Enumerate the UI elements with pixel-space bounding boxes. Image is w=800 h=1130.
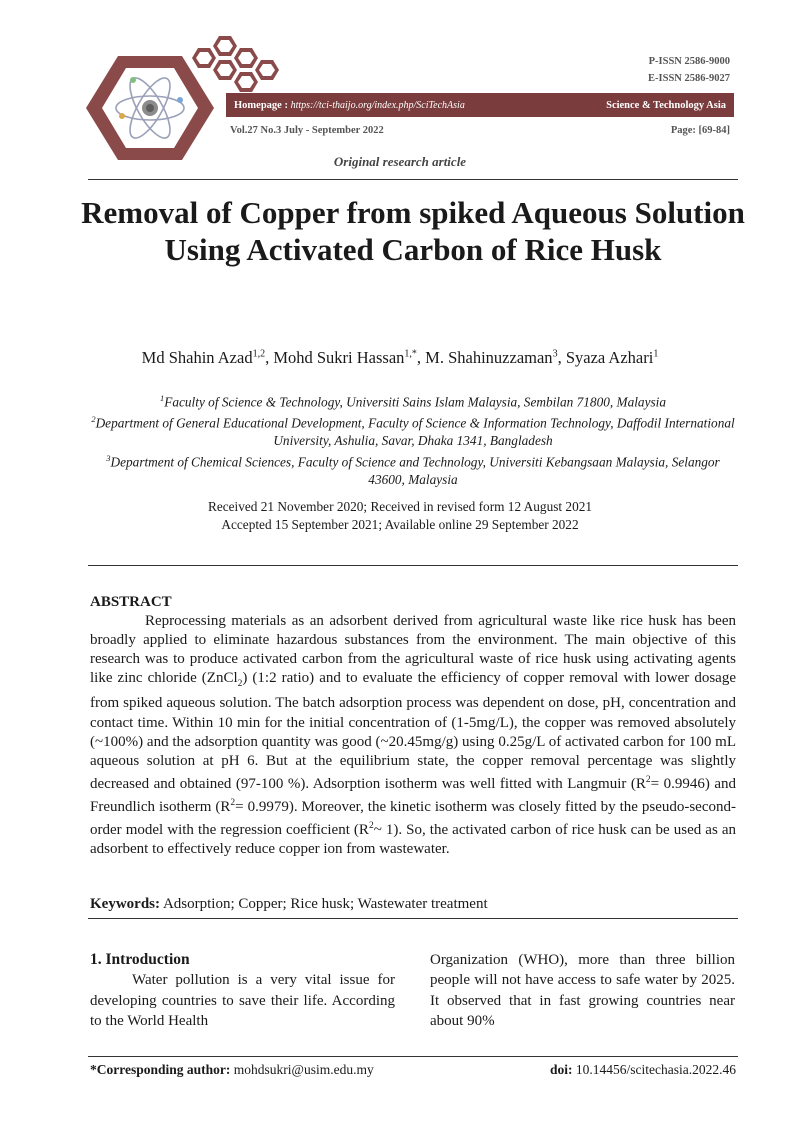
volume-line — [226, 125, 734, 136]
affiliation-text: Department of Chemical Sciences, Faculty of Science and Technology, Universiti Kebangsaan Malaysia, Selangor 43600, Malaysia — [110, 454, 720, 488]
intro-text-right: Organization (WHO), more than three billion people will not have access to safe water by 2025. It observed that in fast growing countries near about 90% — [430, 952, 735, 1029]
doi-value[interactable]: 10.14456/scitechasia.2022.46 — [575, 1062, 736, 1077]
homepage-bar — [226, 93, 734, 117]
abstract — [90, 593, 736, 859]
affiliation — [90, 411, 736, 450]
received-dates: Received 21 November 2020; Received in revised form 12 August 2021 — [207, 499, 593, 514]
paper-title: Removal of Copper from spiked Aqueous Solution Using Activated Carbon of Rice Husk — [81, 195, 745, 267]
corr-email[interactable]: mohdsukri@usim.edu.my — [233, 1062, 374, 1077]
abstract-body: Reprocessing materials as an adsorbent derived from agricultural waste like rice husk has been broadly applied to eliminate hazardous substances from the environment. The main objective of this research was to produce activated carbon from the agricultural waste of rice husk using activating agents like zinc chloride (ZnCl$_2$) (1:2 ratio) and to evaluate the efficiency of copper removal with lower dosage from spiked aqueous solution. The batch adsorption process was dependent on dose, pH, concentration and contact time. Within 10 min for the initial concentration of (1-5mg/L), the copper was removed absolutely (~100%) and the adsorption quantity was good (~20.45mg/g) using 0.25g/L of activated carbon for 100 mL aqueous solution at pH 6. But at the equilibrium state, the copper removal percentage was slightly decreased and obtained (97-100 %). Adsorption isotherm was well fitted with Langmuir $(R^2= 0.9946)$ and Freundlich isotherm $(R^2= 0.9979)$. Moreover, the kinetic isotherm was closely fitted by the pseudo-second-order model with the regression coefficient ($R^2\sim$ 1). So, the activated carbon of rice husk can be used as an adsorbent to effectively reduce copper ion from wastewater. — [90, 613, 736, 858]
affiliation — [90, 450, 736, 489]
doi-label: doi: — [550, 1062, 573, 1077]
intro-column-left — [90, 950, 395, 1031]
author: Mohd Sukri Hassan — [273, 348, 405, 367]
intro-text-left: Water pollution is a very vital issue for developing countries to save their life. According to the World Health — [90, 972, 395, 1029]
keywords-divider — [88, 918, 738, 919]
author: Syaza Azhari — [565, 348, 654, 367]
abstract-top-divider — [88, 565, 738, 566]
keywords-label: Keywords: — [90, 896, 160, 912]
section-heading: 1. Introduction — [90, 951, 190, 968]
author-sep: , — [416, 348, 426, 367]
author: M. Shahinuzzaman — [425, 348, 553, 367]
author: Md Shahin Azad — [141, 348, 253, 367]
author-sup: 1,2 — [252, 348, 266, 360]
article-type: Original research article — [333, 154, 467, 169]
p-issn: P-ISSN 2586-9000 — [648, 56, 730, 67]
dates — [0, 498, 800, 534]
e-issn: E-ISSN 2586-9027 — [648, 73, 730, 84]
intro-column-right — [430, 950, 735, 1031]
author-sup: 1 — [653, 348, 659, 360]
keywords — [90, 896, 736, 913]
author-sup: 1,* — [404, 348, 417, 360]
corr-label: *Corresponding author: — [90, 1062, 231, 1077]
affiliation-text: Department of General Educational Development, Faculty of Science & Information Technology, Daffodil International University, Ashulia, Savar, Dhaka 1341, Bangladesh — [95, 415, 735, 449]
footer-divider — [88, 1056, 738, 1057]
affiliations — [90, 390, 736, 489]
corresponding-author — [90, 1062, 374, 1078]
affiliation-sup: 1 — [159, 393, 165, 403]
homepage-link[interactable]: https://tci-thaijo.org/index.php/SciTechAsia — [290, 99, 465, 111]
author-sep: , — [557, 348, 566, 367]
accepted-dates: Accepted 15 September 2021; Available online 29 September 2022 — [221, 517, 579, 532]
abstract-heading: ABSTRACT — [90, 594, 172, 610]
homepage-label: Homepage : — [234, 99, 288, 111]
volume-info: Vol.27 No.3 July - September 2022 — [230, 125, 384, 136]
affiliation — [90, 390, 736, 411]
journal-name: Science & Technology Asia — [606, 99, 726, 111]
homepage-text — [234, 100, 465, 111]
author-list — [0, 348, 800, 368]
keywords-text: Adsorption; Copper; Rice husk; Wastewater treatment — [162, 896, 488, 912]
affiliation-sup: 2 — [91, 414, 96, 425]
header-divider — [88, 179, 738, 180]
author-sep: , — [265, 348, 274, 367]
doi — [550, 1062, 736, 1078]
affiliation-sup: 3 — [106, 453, 111, 464]
page-range: Page: [69-84] — [670, 125, 730, 136]
footer — [90, 1062, 736, 1078]
affiliation-text: Faculty of Science & Technology, Universiti Sains Islam Malaysia, Sembilan 71800, Malaysia — [164, 394, 666, 410]
author-sup: 3 — [552, 348, 558, 360]
